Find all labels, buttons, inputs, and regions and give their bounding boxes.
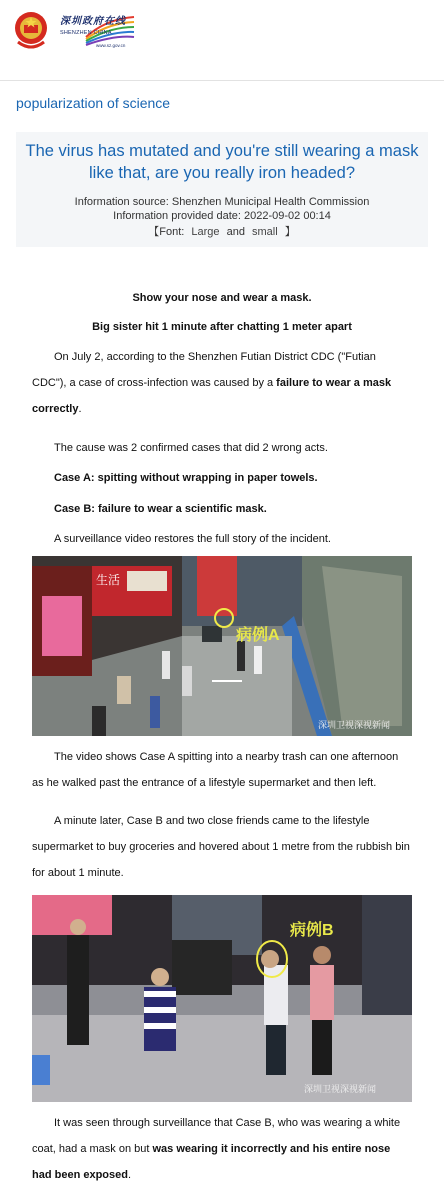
breadcrumb[interactable] bbox=[0, 80, 444, 124]
surveillance-image-case-b bbox=[32, 895, 412, 1102]
street-scene-illustration bbox=[32, 556, 412, 736]
article-heading-1: Show your nose and wear a mask. bbox=[132, 292, 312, 304]
breadcrumb-link[interactable]: popularization of science bbox=[16, 95, 171, 111]
paragraph-5: A minute later, Case B and two close friends came to the lifestyle supermarket to buy groceries and hovered about 1 metre from the rubbish bin for about 1 minute. bbox=[32, 815, 410, 879]
information-source: Information source: Shenzhen Municipal Health Commission bbox=[74, 196, 370, 208]
article-heading-2: Big sister hit 1 minute after chatting 1 meter apart bbox=[92, 321, 352, 333]
font-large-button[interactable]: Large bbox=[191, 226, 220, 238]
font-size-control bbox=[16, 223, 428, 239]
paragraph-6-bold: was wearing it incorrectly and his entire nose had been exposed bbox=[32, 1143, 391, 1181]
article-meta bbox=[16, 195, 428, 223]
store-sign-text: 生活 bbox=[96, 573, 121, 587]
logo-url-text: www.sz.gov.cn bbox=[96, 43, 126, 48]
paragraph-6-end: . bbox=[127, 1169, 132, 1181]
font-and-text: and bbox=[226, 226, 245, 238]
article-title: The virus has mutated and you're still wearing a mask like that, are you really iron headed? bbox=[25, 142, 419, 182]
logo-english-text: SHENZHEN CHINA bbox=[60, 30, 112, 36]
font-label: 【Font: bbox=[148, 226, 185, 238]
information-date: Information provided date: 2022-09-02 00:14 bbox=[113, 210, 331, 222]
national-emblem-icon bbox=[12, 8, 50, 52]
font-suffix: 】 bbox=[284, 226, 296, 238]
logo-chinese-text: 深圳政府在线 bbox=[60, 16, 126, 27]
paragraph-6 bbox=[32, 1110, 412, 1188]
paragraph-case-b: Case B: failure to wear a scientific mask. bbox=[54, 503, 267, 515]
paragraph-2: The cause was 2 confirmed cases that did 2 wrong acts. bbox=[54, 442, 328, 454]
paragraph-4: The video shows Case A spitting into a nearby trash can one afternoon as he walked past the entrance of a lifestyle supermarket and then left. bbox=[32, 751, 399, 789]
paragraph-1-end: . bbox=[78, 403, 82, 415]
image-1-watermark: 深圳卫视深视新闻 bbox=[318, 720, 391, 730]
case-b-label: 病例B bbox=[290, 922, 334, 939]
supermarket-scene-illustration bbox=[32, 895, 412, 1102]
surveillance-image-case-a bbox=[32, 556, 412, 736]
image-2-watermark: 深圳卫视深视新闻 bbox=[304, 1084, 377, 1094]
paragraph-1-text: On July 2, according to the Shenzhen Futian District CDC ("Futian CDC"), a case of cross-infection was caused by a bbox=[32, 351, 376, 389]
paragraph-6-text: It was seen through surveillance that Case B, who was wearing a white coat, had a mask on but bbox=[32, 1117, 401, 1155]
paragraph-1-bold: failure to wear a mask correctly bbox=[32, 377, 392, 415]
site-header bbox=[0, 0, 444, 64]
paragraph-case-a: Case A: spitting without wrapping in paper towels. bbox=[54, 472, 318, 484]
paragraph-1 bbox=[32, 344, 412, 422]
font-small-button[interactable]: small bbox=[252, 226, 278, 238]
paragraph-3: A surveillance video restores the full story of the incident. bbox=[54, 533, 331, 545]
case-a-label: 病例A bbox=[236, 627, 280, 644]
